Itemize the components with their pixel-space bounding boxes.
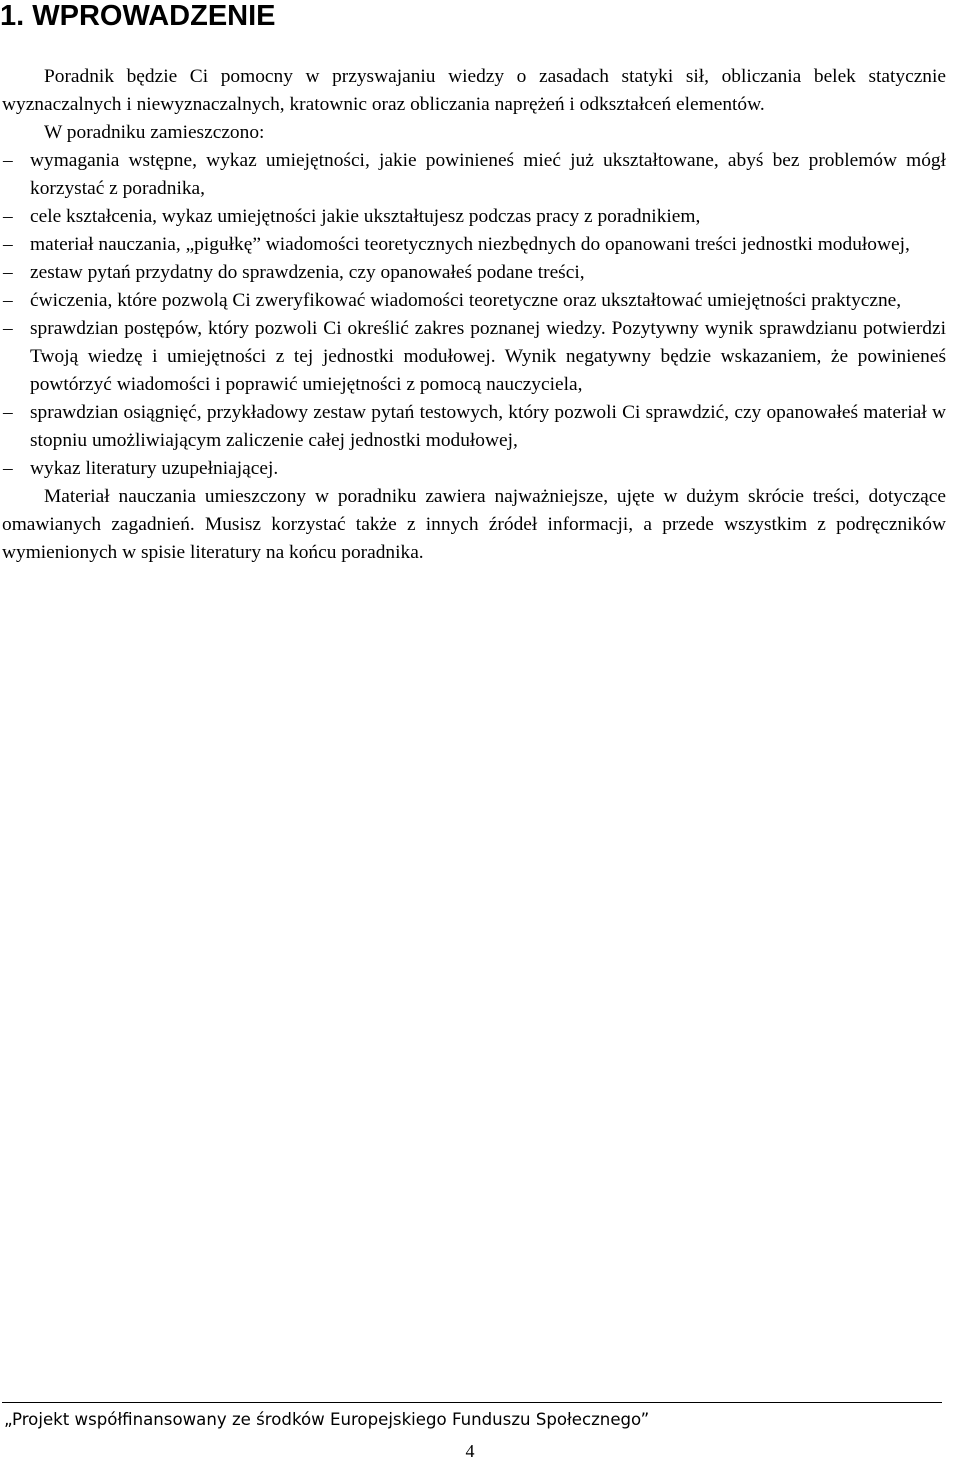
list-dash-marker: – [3,234,13,255]
list-item-text: sprawdzian osiągnięć, przykładowy zestaw pytań testowych, który pozwoli Ci sprawdzić, czy opanowałeś materiał w stopniu umożliwiającym zaliczenie całej jednostki modułowej, [30,402,946,451]
list-item [3,315,946,399]
closing-paragraph: Materiał nauczania umieszczony w poradniku zawiera najważniejsze, ujęte w dużym skrócie treści, dotyczące omawianych zagadnień. Musisz korzystać także z innych źródeł informacji, a przede wszystkim z podręczników wymienionych w spisie literatury na końcu poradnika. [2,486,946,563]
list-item [3,231,946,259]
list-dash-marker: – [3,318,13,339]
list-item-text: zestaw pytań przydatny do sprawdzenia, czy opanowałeś podane treści, [30,262,585,283]
list-dash-marker: – [3,458,13,479]
list-item [3,203,946,231]
list-item-text: wykaz literatury uzupełniającej. [30,458,279,479]
list-item-text: wymagania wstępne, wykaz umiejętności, jakie powinieneś mieć już ukształtowane, abyś bez problemów mógł korzystać z poradnika, [30,150,946,199]
list-item [3,259,946,287]
list-item [3,287,946,315]
list-dash-marker: – [3,402,13,423]
list-item-text: sprawdzian postępów, który pozwoli Ci określić zakres poznanej wiedzy. Pozytywny wynik sprawdzianu potwierdzi Twoją wiedzę i umiejętności z tej jednostki modułowej. Wynik negatywny będzie wskazaniem, że powinieneś powtórzyć wiadomości i poprawić umiejętności z pomocą nauczyciela, [30,318,946,395]
page-number: 4 [465,1441,475,1461]
list-item [3,147,946,203]
contents-list [2,147,946,483]
contents-lead-paragraph: W poradniku zamieszczono: [44,122,265,143]
list-item-text: cele kształcenia, wykaz umiejętności jakie ukształtujesz podczas pracy z poradnikiem, [30,206,701,227]
intro-paragraph: Poradnik będzie Ci pomocny w przyswajaniu wiedzy o zasadach statyki sił, obliczania belek statycznie wyznaczalnych i niewyznaczalnych, kratownic oraz obliczania naprężeń i odkształceń elementów. [2,66,946,115]
list-item [3,399,946,455]
list-dash-marker: – [3,206,13,227]
list-item-text: ćwiczenia, które pozwolą Ci zweryfikować wiadomości teoretyczne oraz ukształtować umiejętności praktyczne, [30,290,902,311]
list-dash-marker: – [3,290,13,311]
list-dash-marker: – [3,262,13,283]
section-heading: 1. WPROWADZENIE [0,0,276,32]
document-body [2,63,946,567]
list-item [3,455,946,483]
footer-funding-note: „Projekt współfinansowany ze środków Europejskiego Funduszu Społecznego” [4,1410,650,1429]
list-dash-marker: – [3,150,13,171]
footer-divider [2,1402,942,1403]
list-item-text: materiał nauczania, „pigułkę” wiadomości teoretycznych niezbędnych do opanowani treści jednostki modułowej, [30,234,910,255]
